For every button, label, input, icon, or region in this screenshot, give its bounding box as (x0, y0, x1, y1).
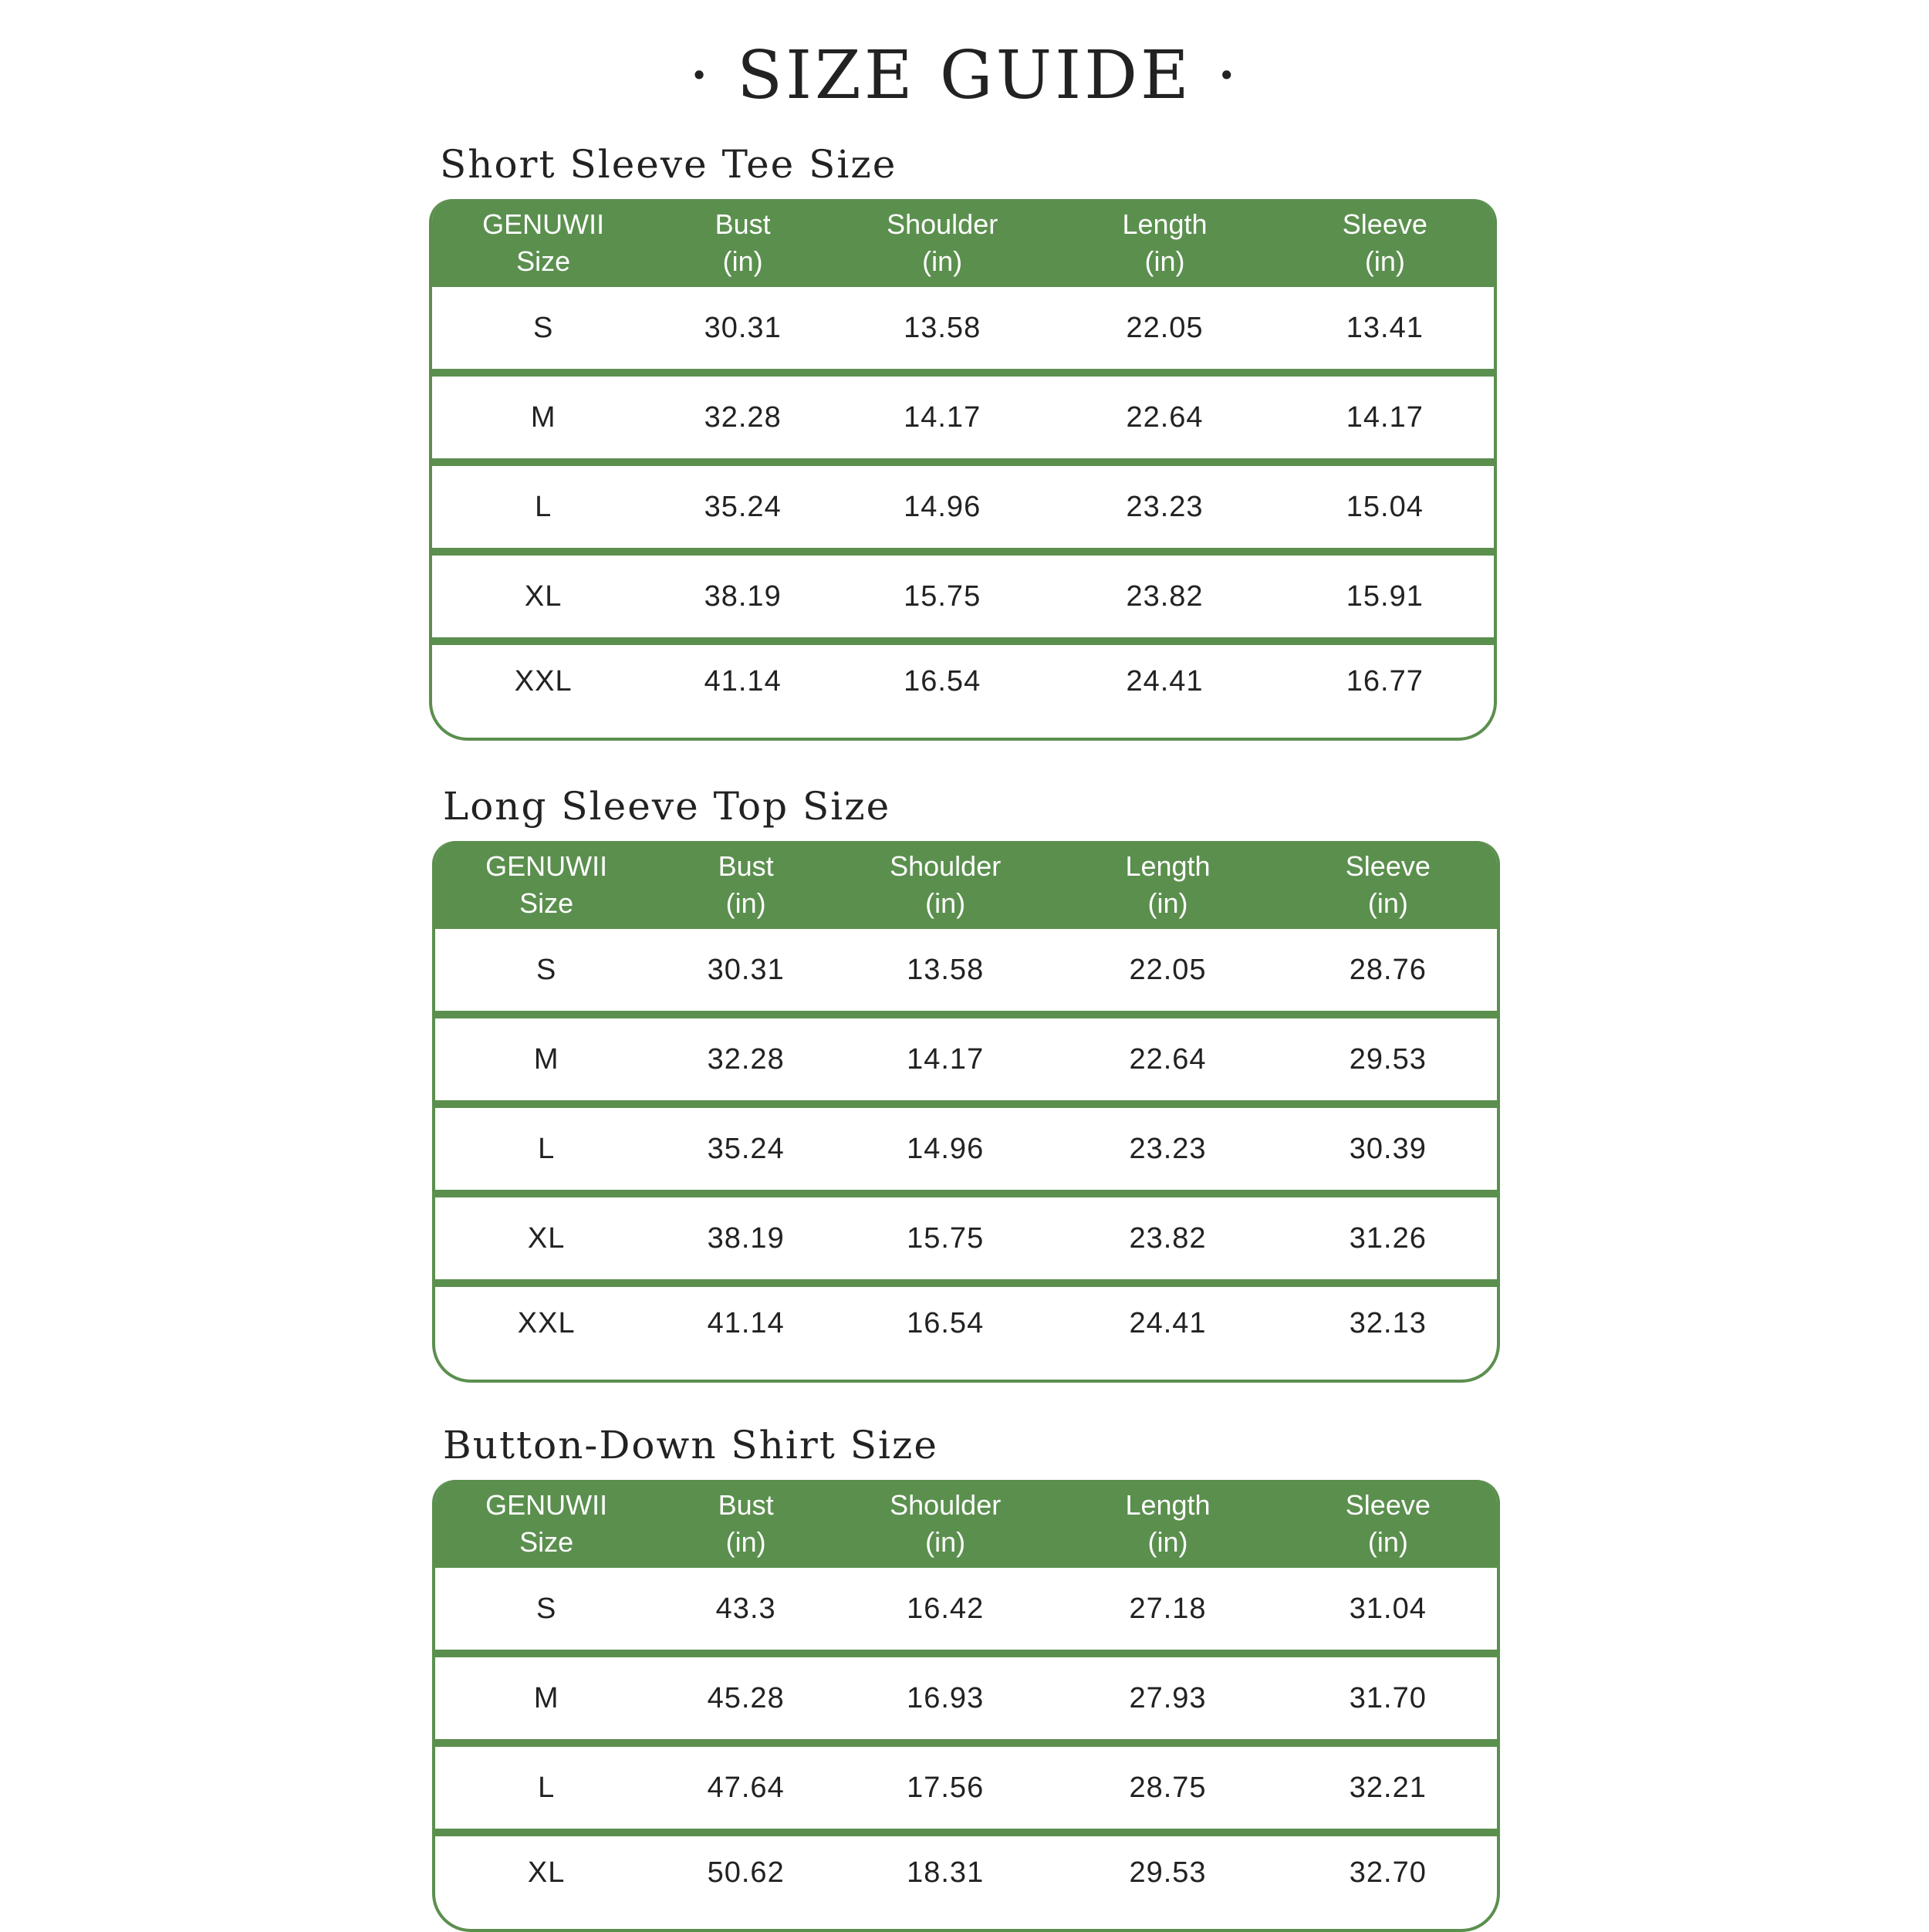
cell-bust: 30.31 (707, 953, 785, 986)
cell-size: L (538, 1771, 556, 1804)
cell-length: 22.64 (1126, 400, 1204, 434)
table-row (432, 287, 1494, 369)
cell-bust: 38.19 (707, 1221, 785, 1255)
table-header (432, 199, 1494, 287)
cell-size: S (535, 953, 557, 986)
cell-length: 22.05 (1129, 953, 1207, 986)
header-shoulder: Shoulder (in) (887, 208, 998, 277)
cell-length: 23.82 (1126, 579, 1204, 613)
cell-sleeve: 28.76 (1349, 953, 1427, 986)
cell-length: 27.18 (1129, 1592, 1207, 1625)
header-sleeve: Sleeve (in) (1345, 850, 1431, 919)
cell-shoulder: 13.58 (907, 953, 985, 986)
cell-length: 23.23 (1129, 1132, 1207, 1165)
long-sleeve-top-section (432, 781, 1500, 1383)
section-title: Button-Down Shirt Size (443, 1423, 938, 1468)
header-sleeve: Sleeve (in) (1345, 1489, 1431, 1558)
cell-sleeve: 31.04 (1349, 1592, 1427, 1625)
cell-size: XL (527, 1221, 566, 1255)
cell-bust: 47.64 (707, 1771, 785, 1804)
cell-shoulder: 14.96 (907, 1132, 985, 1165)
cell-shoulder: 16.42 (907, 1592, 985, 1625)
cell-size: L (538, 1132, 556, 1165)
cell-sleeve: 32.13 (1349, 1307, 1427, 1339)
cell-shoulder: 16.54 (904, 665, 981, 697)
cell-sleeve: 29.53 (1349, 1042, 1427, 1076)
cell-length: 28.75 (1129, 1771, 1207, 1804)
cell-bust: 43.3 (715, 1592, 776, 1625)
cell-bust: 41.14 (707, 1307, 785, 1339)
cell-shoulder: 14.17 (904, 400, 981, 434)
size-table (432, 841, 1500, 1383)
cell-size: XXL (517, 1307, 576, 1339)
cell-size: XXL (514, 665, 573, 697)
cell-shoulder: 15.75 (907, 1221, 985, 1255)
table-row (435, 1568, 1497, 1650)
size-table (429, 199, 1497, 741)
cell-sleeve: 32.21 (1349, 1771, 1427, 1804)
header-bust: Bust (in) (715, 208, 771, 277)
header-size: GENUWII Size (485, 850, 608, 919)
table-row (435, 1011, 1497, 1100)
cell-size: L (535, 490, 552, 523)
cell-size: XL (524, 579, 562, 613)
header-bust: Bust (in) (718, 850, 774, 919)
cell-bust: 30.31 (704, 311, 782, 344)
cell-bust: 45.28 (707, 1681, 785, 1714)
button-down-shirt-section (432, 1420, 1500, 1932)
cell-length: 24.41 (1126, 665, 1204, 697)
table-row (435, 1279, 1497, 1380)
cell-sleeve: 31.26 (1349, 1221, 1427, 1255)
cell-size: S (535, 1592, 557, 1625)
header-bust: Bust (in) (718, 1489, 774, 1558)
cell-sleeve: 15.91 (1346, 579, 1424, 613)
cell-shoulder: 14.17 (907, 1042, 985, 1076)
cell-length: 24.41 (1129, 1307, 1207, 1339)
cell-bust: 50.62 (707, 1856, 785, 1889)
table-row (432, 369, 1494, 458)
short-sleeve-tee-section (429, 139, 1497, 741)
cell-length: 29.53 (1129, 1856, 1207, 1889)
header-shoulder: Shoulder (in) (890, 850, 1002, 919)
cell-size: S (532, 311, 554, 344)
cell-length: 23.82 (1129, 1221, 1207, 1255)
table-row (435, 929, 1497, 1011)
cell-length: 22.05 (1126, 311, 1204, 344)
cell-shoulder: 18.31 (907, 1856, 985, 1889)
cell-length: 22.64 (1129, 1042, 1207, 1076)
header-shoulder: Shoulder (in) (890, 1489, 1002, 1558)
cell-bust: 41.14 (704, 665, 782, 697)
header-size: GENUWII Size (482, 208, 605, 277)
table-row (432, 458, 1494, 548)
cell-bust: 32.28 (707, 1042, 785, 1076)
cell-bust: 35.24 (704, 490, 782, 523)
cell-shoulder: 16.93 (907, 1681, 985, 1714)
header-sleeve: Sleeve (in) (1342, 208, 1427, 277)
cell-shoulder: 17.56 (907, 1771, 985, 1804)
cell-size: M (530, 400, 556, 434)
cell-sleeve: 13.41 (1346, 311, 1424, 344)
cell-shoulder: 13.58 (904, 311, 981, 344)
cell-size: M (533, 1042, 559, 1076)
table-row (435, 1190, 1497, 1279)
size-table (432, 1480, 1500, 1932)
header-size: GENUWII Size (485, 1489, 608, 1558)
table-header (435, 841, 1497, 929)
table-row (435, 1650, 1497, 1739)
cell-sleeve: 15.04 (1346, 490, 1424, 523)
cell-bust: 38.19 (704, 579, 782, 613)
cell-length: 23.23 (1126, 490, 1204, 523)
header-length: Length (in) (1125, 1489, 1211, 1558)
table-row (432, 637, 1494, 738)
header-length: Length (in) (1125, 850, 1211, 919)
cell-shoulder: 16.54 (907, 1307, 985, 1339)
cell-sleeve: 14.17 (1346, 400, 1424, 434)
cell-bust: 35.24 (707, 1132, 785, 1165)
cell-length: 27.93 (1129, 1681, 1207, 1714)
cell-shoulder: 14.96 (904, 490, 981, 523)
section-title: Short Sleeve Tee Size (440, 142, 897, 187)
section-title: Long Sleeve Top Size (443, 784, 891, 829)
cell-shoulder: 15.75 (904, 579, 981, 613)
table-header (435, 1480, 1497, 1568)
cell-sleeve: 31.70 (1349, 1681, 1427, 1714)
cell-sleeve: 32.70 (1349, 1856, 1427, 1889)
cell-size: XL (527, 1856, 566, 1889)
cell-sleeve: 30.39 (1349, 1132, 1427, 1165)
table-row (435, 1739, 1497, 1829)
table-row (435, 1100, 1497, 1190)
header-length: Length (in) (1122, 208, 1208, 277)
cell-size: M (533, 1681, 559, 1714)
cell-bust: 32.28 (704, 400, 782, 434)
table-row (435, 1829, 1497, 1929)
table-row (432, 548, 1494, 637)
cell-sleeve: 16.77 (1346, 665, 1424, 697)
page-title: · SIZE GUIDE · (688, 37, 1241, 114)
